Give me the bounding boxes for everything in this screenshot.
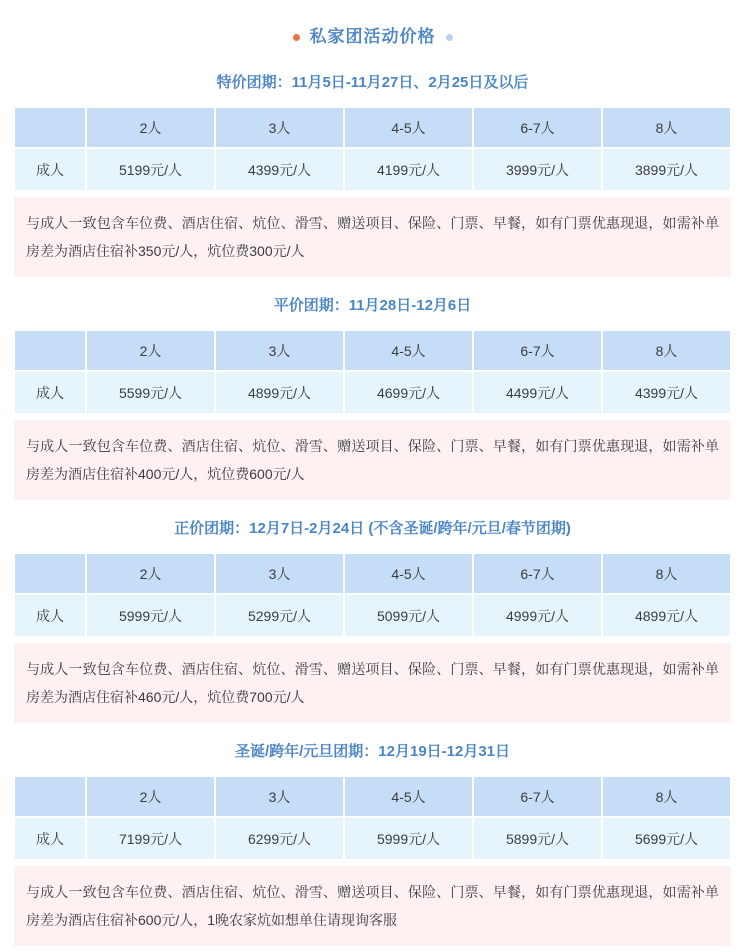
price-cell: 3999元/人	[473, 148, 602, 191]
price-cell: 3899元/人	[602, 148, 731, 191]
page-title-row	[14, 22, 731, 47]
inclusion-note: 与成人一致包含车位费、酒店住宿、炕位、滑雪、赠送项目、保险、门票、早餐，如有门票优惠现退，如需补单房差为酒店住宿补600元/人，1晚农家炕如想单住请现询客服	[14, 866, 731, 946]
price-cell: 4899元/人	[602, 594, 731, 637]
column-header-4-5p: 4-5人	[344, 776, 473, 817]
table-header-row	[14, 553, 731, 594]
pricing-section-holiday	[14, 740, 731, 946]
row-label: 成人	[14, 371, 86, 414]
price-table	[14, 553, 731, 637]
column-header-4-5p: 4-5人	[344, 107, 473, 148]
column-header-3p: 3人	[215, 553, 344, 594]
section-heading: 特价团期：11月5日-11月27日、2月25日及以后	[216, 74, 529, 91]
column-header-3p: 3人	[215, 776, 344, 817]
column-header-8p: 8人	[602, 107, 731, 148]
column-header-empty	[14, 776, 86, 817]
row-label: 成人	[14, 594, 86, 637]
column-header-8p: 8人	[602, 776, 731, 817]
price-cell: 5299元/人	[215, 594, 344, 637]
price-cell: 4899元/人	[215, 371, 344, 414]
section-heading: 圣诞/跨年/元旦团期：12月19日-12月31日	[234, 743, 511, 760]
column-header-empty	[14, 330, 86, 371]
table-row-adult	[14, 594, 731, 637]
table-header-row	[14, 776, 731, 817]
price-cell: 5899元/人	[473, 817, 602, 860]
inclusion-note: 与成人一致包含车位费、酒店住宿、炕位、滑雪、赠送项目、保险、门票、早餐，如有门票优惠现退，如需补单房差为酒店住宿补400元/人，炕位费600元/人	[14, 420, 731, 500]
orange-dot-icon	[293, 34, 300, 41]
price-cell: 4399元/人	[215, 148, 344, 191]
table-row-adult	[14, 148, 731, 191]
column-header-6-7p: 6-7人	[473, 107, 602, 148]
column-header-3p: 3人	[215, 107, 344, 148]
page-title: 私家团活动价格	[309, 27, 436, 46]
column-header-6-7p: 6-7人	[473, 776, 602, 817]
price-cell: 5599元/人	[86, 371, 215, 414]
price-cell: 7199元/人	[86, 817, 215, 860]
table-row-adult	[14, 371, 731, 414]
column-header-8p: 8人	[602, 330, 731, 371]
price-cell: 4699元/人	[344, 371, 473, 414]
pricing-section-regular	[14, 294, 731, 500]
price-cell: 4399元/人	[602, 371, 731, 414]
column-header-2p: 2人	[86, 330, 215, 371]
column-header-8p: 8人	[602, 553, 731, 594]
section-heading: 平价团期：11月28日-12月6日	[273, 297, 472, 314]
column-header-2p: 2人	[86, 553, 215, 594]
inclusion-note: 与成人一致包含车位费、酒店住宿、炕位、滑雪、赠送项目、保险、门票、早餐，如有门票优惠现退，如需补单房差为酒店住宿补460元/人，炕位费700元/人	[14, 643, 731, 723]
table-row-adult	[14, 817, 731, 860]
row-label: 成人	[14, 817, 86, 860]
column-header-2p: 2人	[86, 776, 215, 817]
column-header-empty	[14, 553, 86, 594]
inclusion-note: 与成人一致包含车位费、酒店住宿、炕位、滑雪、赠送项目、保险、门票、早餐，如有门票优惠现退，如需补单房差为酒店住宿补350元/人，炕位费300元/人	[14, 197, 731, 277]
column-header-2p: 2人	[86, 107, 215, 148]
column-header-4-5p: 4-5人	[344, 553, 473, 594]
column-header-6-7p: 6-7人	[473, 553, 602, 594]
price-cell: 6299元/人	[215, 817, 344, 860]
column-header-4-5p: 4-5人	[344, 330, 473, 371]
column-header-6-7p: 6-7人	[473, 330, 602, 371]
price-cell: 5699元/人	[602, 817, 731, 860]
price-cell: 5099元/人	[344, 594, 473, 637]
table-header-row	[14, 330, 731, 371]
price-table	[14, 330, 731, 414]
blue-dot-icon	[446, 34, 453, 41]
price-cell: 5999元/人	[86, 594, 215, 637]
price-cell: 4199元/人	[344, 148, 473, 191]
section-heading: 正价团期：12月7日-2月24日 (不含圣诞/跨年/元旦/春节团期)	[174, 520, 571, 537]
price-table	[14, 776, 731, 860]
pricing-section-full-price	[14, 517, 731, 723]
price-cell: 4499元/人	[473, 371, 602, 414]
pricing-section-special	[14, 71, 731, 277]
row-label: 成人	[14, 148, 86, 191]
price-table	[14, 107, 731, 191]
price-cell: 5199元/人	[86, 148, 215, 191]
column-header-empty	[14, 107, 86, 148]
price-cell: 5999元/人	[344, 817, 473, 860]
column-header-3p: 3人	[215, 330, 344, 371]
price-cell: 4999元/人	[473, 594, 602, 637]
table-header-row	[14, 107, 731, 148]
